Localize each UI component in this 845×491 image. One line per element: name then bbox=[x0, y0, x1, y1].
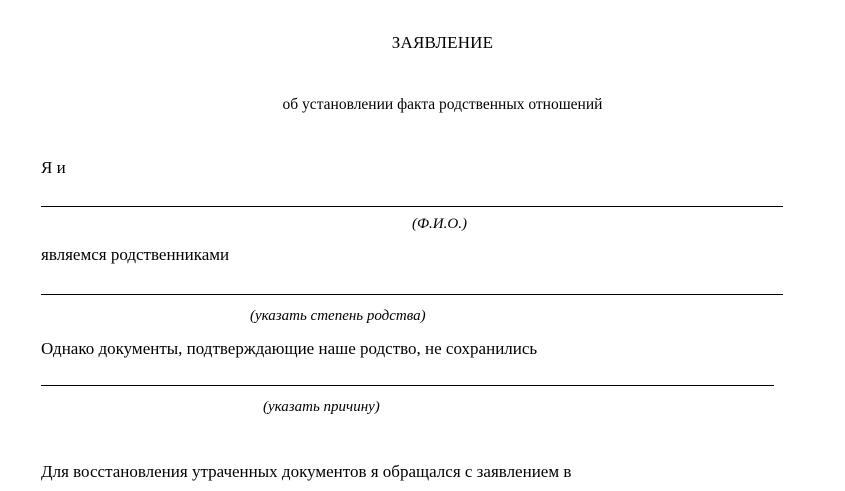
relation-hint: (указать степень родства) bbox=[250, 308, 426, 324]
document-subtitle: об установлении факта родственных отношений bbox=[282, 96, 603, 113]
fio-fill-line bbox=[41, 206, 783, 207]
fio-hint: (Ф.И.О.) bbox=[412, 216, 467, 232]
restoration-text: Для восстановления утраченных документов я обращался с заявлением в bbox=[41, 462, 572, 481]
relation-fill-line bbox=[41, 294, 783, 295]
applicants-intro-text: Я и bbox=[41, 158, 66, 177]
reason-fill-line bbox=[41, 385, 774, 386]
relatives-text: являемся родственниками bbox=[41, 245, 230, 264]
documents-lost-text: Однако документы, подтверждающие наше родство, не сохранились bbox=[41, 339, 538, 358]
reason-hint: (указать причину) bbox=[263, 399, 380, 415]
document-title: ЗАЯВЛЕНИЕ bbox=[391, 33, 494, 52]
